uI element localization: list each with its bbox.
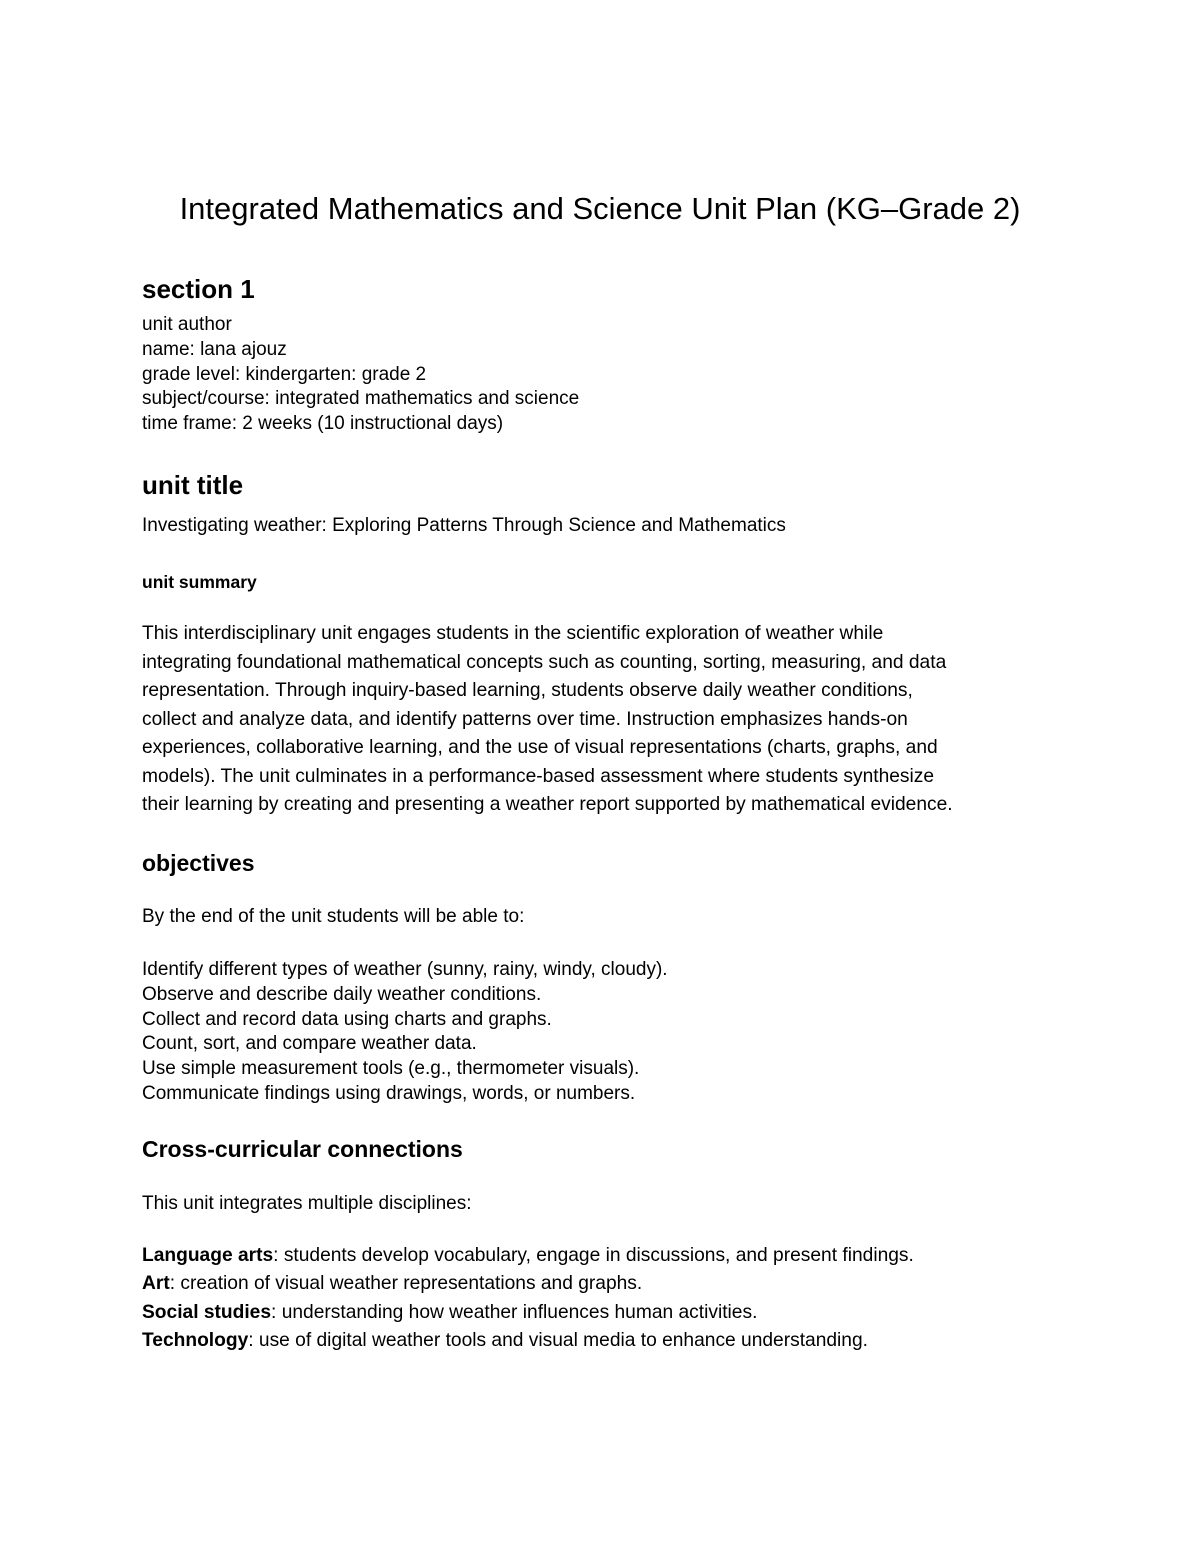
objectives-intro: By the end of the unit students will be able to: bbox=[142, 906, 525, 927]
cross-curricular-heading: Cross-curricular connections bbox=[142, 1136, 463, 1162]
objective-item: Observe and describe daily weather conditions. bbox=[142, 983, 542, 1005]
unit-title-text: Investigating weather: Exploring Patterns Through Science and Mathematics bbox=[142, 515, 786, 536]
connection-label: Language arts bbox=[142, 1245, 274, 1266]
summary-line: This interdisciplinary unit engages students in the scientific exploration of weather while bbox=[142, 623, 884, 644]
unit-author-details bbox=[142, 313, 579, 437]
connection-social-studies bbox=[142, 1299, 914, 1327]
document-title: Integrated Mathematics and Science Unit Plan (KG–Grade 2) bbox=[179, 191, 1021, 226]
summary-line: collect and analyze data, and identify patterns over time. Instruction emphasizes hands-on bbox=[142, 708, 908, 730]
summary-line: models). The unit culminates in a performance-based assessment where students synthesize bbox=[142, 765, 935, 787]
objective-item: Identify different types of weather (sunny, rainy, windy, cloudy). bbox=[142, 959, 668, 980]
connection-art bbox=[142, 1270, 914, 1298]
objective-item: Collect and record data using charts and graphs. bbox=[142, 1008, 552, 1030]
time-frame-line: time frame: 2 weeks (10 instructional days) bbox=[142, 413, 504, 435]
section-1-heading: section 1 bbox=[142, 274, 255, 304]
connection-language-arts bbox=[142, 1242, 914, 1270]
author-name-line: name: lana ajouz bbox=[142, 338, 287, 360]
objective-item: Count, sort, and compare weather data. bbox=[142, 1033, 477, 1055]
objective-item: Use simple measurement tools (e.g., thermometer visuals). bbox=[142, 1058, 640, 1080]
summary-line: integrating foundational mathematical concepts such as counting, sorting, measuring, and data bbox=[142, 651, 947, 673]
connections-intro: This unit integrates multiple disciplines: bbox=[142, 1193, 472, 1214]
connections-list bbox=[142, 1242, 914, 1356]
unit-author-label: unit author bbox=[142, 314, 232, 335]
connection-description: : understanding how weather influences human activities. bbox=[271, 1301, 758, 1323]
objectives-list bbox=[142, 958, 668, 1107]
summary-line: their learning by creating and presenting a weather report supported by mathematical evidence. bbox=[142, 794, 953, 815]
connection-label: Art bbox=[142, 1273, 170, 1295]
unit-summary-heading: unit summary bbox=[142, 572, 257, 592]
objectives-heading: objectives bbox=[142, 850, 255, 876]
summary-line: experiences, collaborative learning, and the use of visual representations (charts, graphs, and bbox=[142, 737, 938, 758]
objective-item: Communicate findings using drawings, words, or numbers. bbox=[142, 1082, 636, 1104]
connection-technology bbox=[142, 1327, 914, 1355]
connection-description: : use of digital weather tools and visual media to enhance understanding. bbox=[248, 1330, 868, 1352]
summary-line: representation. Through inquiry-based learning, students observe daily weather conditions, bbox=[142, 680, 913, 701]
subject-course-line: subject/course: integrated mathematics and science bbox=[142, 388, 580, 410]
unit-title-heading: unit title bbox=[142, 470, 244, 500]
connection-description: : students develop vocabulary, engage in discussions, and present findings. bbox=[273, 1245, 914, 1266]
connection-description: : creation of visual weather representations and graphs. bbox=[169, 1273, 643, 1295]
grade-level-line: grade level: kindergarten: grade 2 bbox=[142, 363, 427, 385]
unit-summary-paragraph bbox=[142, 620, 953, 820]
connection-label: Social studies bbox=[142, 1301, 272, 1323]
connection-label: Technology bbox=[142, 1330, 249, 1352]
